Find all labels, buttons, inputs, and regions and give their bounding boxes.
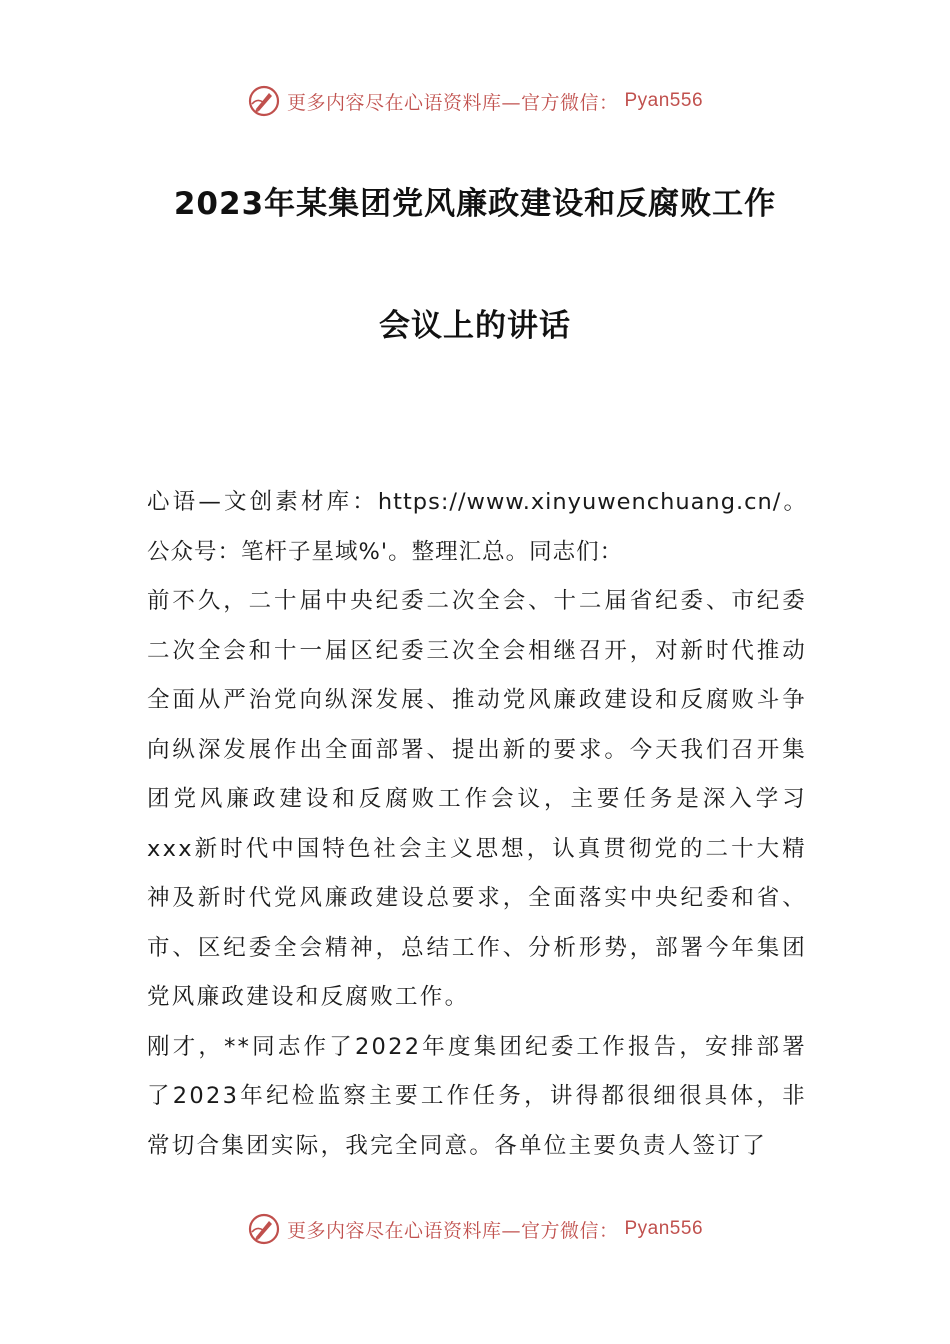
document-title-line-1: 2023年某集团党风廉政建设和反腐败工作 xyxy=(173,186,777,222)
paragraph-intro: 心语—文创素材库：https://www.xinyuwenchuang.cn/。公众号：笔杆子星域%'。整理汇总。同志们： xyxy=(147,489,807,565)
pen-circle-logo-icon xyxy=(247,84,281,118)
watermark-footer xyxy=(0,1212,950,1246)
watermark-wechat-id: Pyan556 xyxy=(624,90,704,111)
document-title-line-2: 会议上的讲话 xyxy=(379,308,571,344)
watermark-header xyxy=(0,84,950,118)
watermark-wechat-id: Pyan556 xyxy=(624,1218,704,1239)
pen-circle-logo-icon xyxy=(247,1212,281,1246)
paragraph-2: 刚才，**同志作了2022年度集团纪委工作报告，安排部署了2023年纪检监察主要工作任务，讲得都很细很具体，非常切合集团实际，我完全同意。各单位主要负责人签订了 xyxy=(147,1033,807,1159)
watermark-text: 更多内容尽在心语资料库—官方微信： xyxy=(286,1219,619,1242)
document-body xyxy=(147,478,807,1171)
watermark-text: 更多内容尽在心语资料库—官方微信： xyxy=(286,91,619,114)
paragraph-1: 前不久，二十届中央纪委二次全会、十二届省纪委、市纪委二次全会和十一届区纪委三次全会相继召开，对新时代推动全面从严治党向纵深发展、推动党风廉政建设和反腐败斗争向纵深发展作出全面部署、提出新的要求。今天我们召开集团党风廉政建设和反腐败工作会议，主要任务是深入学习xxx新时代中国特色社会主义思想，认真贯彻党的二十大精神及新时代党风廉政建设总要求，全面落实中央纪委和省、市、区纪委全会精神，总结工作、分析形势，部署今年集团党风廉政建设和反腐败工作。 xyxy=(147,588,807,1010)
